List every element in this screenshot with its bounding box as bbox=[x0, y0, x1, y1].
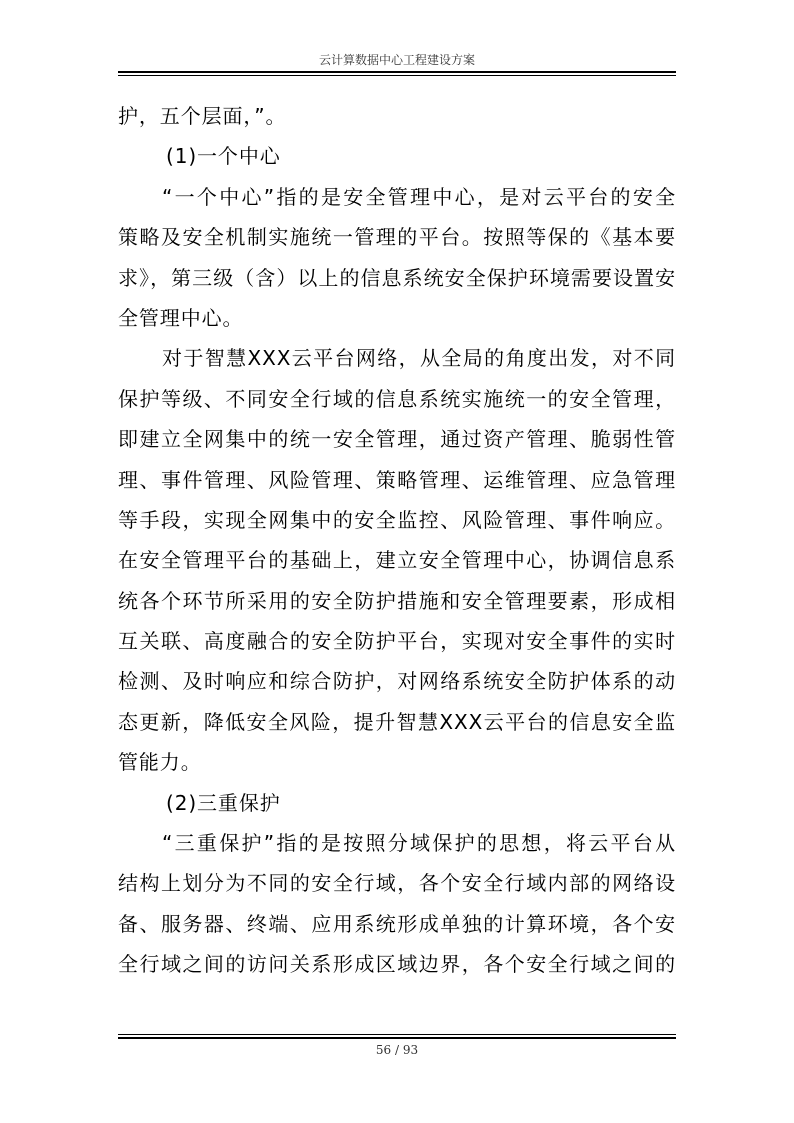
body-line: “三重保护”指的是按照分域保护的思想，将云平台从 bbox=[162, 831, 676, 856]
body-line: 结构上划分为不同的安全行域，各个安全行域内部的网络设 bbox=[118, 871, 676, 896]
body-line: 备、服务器、终端、应用系统形成单独的计算环境，各个安 bbox=[118, 911, 676, 936]
header-rule bbox=[118, 71, 676, 76]
body-line: 管能力。 bbox=[118, 750, 202, 775]
body-line: 在安全管理平台的基础上，建立安全管理中心，协调信息系 bbox=[118, 548, 676, 573]
body-line: 统各个环节所采用的安全防护措施和安全管理要素，形成相 bbox=[118, 588, 676, 613]
body-line: “一个中心”指的是安全管理中心，是对云平台的安全 bbox=[162, 184, 676, 209]
body-line: 护，五个层面，”。 bbox=[118, 104, 287, 128]
body-line: 即建立全网集中的统一安全管理，通过资产管理、脆弱性管 bbox=[118, 427, 676, 452]
footer-rule bbox=[118, 1034, 676, 1039]
body-line: 等手段，实现全网集中的安全监控、风险管理、事件响应。 bbox=[118, 507, 676, 532]
page-number: 56 / 93 bbox=[375, 1043, 419, 1057]
body-line: 理、事件管理、风险管理、策略管理、运维管理、应急管理 bbox=[118, 467, 676, 492]
body-line: 全行域之间的访问关系形成区域边界，各个安全行域之间的 bbox=[118, 952, 676, 977]
section-heading: (2)三重保护 bbox=[166, 790, 281, 815]
body-line: 求》，第三级（含）以上的信息系统安全保护环境需要设置安 bbox=[118, 265, 676, 290]
body-line: 全管理中心。 bbox=[118, 305, 244, 330]
section-heading: (1)一个中心 bbox=[166, 144, 281, 169]
page-header: 云计算数据中心工程建设方案 bbox=[318, 53, 475, 67]
body-line: 检测、及时响应和综合防护，对网络系统安全防护体系的动 bbox=[118, 669, 676, 694]
body-line: 对于智慧XXX云平台网络，从全局的角度出发，对不同 bbox=[162, 346, 676, 371]
body-line: 策略及安全机制实施统一管理的平台。按照等保的《基本要 bbox=[118, 225, 676, 250]
body-line: 保护等级、不同安全行域的信息系统实施统一的安全管理， bbox=[118, 386, 676, 411]
body-line: 态更新，降低安全风险，提升智慧XXX云平台的信息安全监 bbox=[118, 709, 676, 734]
document-body bbox=[118, 96, 676, 985]
body-line: 互关联、高度融合的安全防护平台，实现对安全事件的实时 bbox=[118, 629, 676, 654]
